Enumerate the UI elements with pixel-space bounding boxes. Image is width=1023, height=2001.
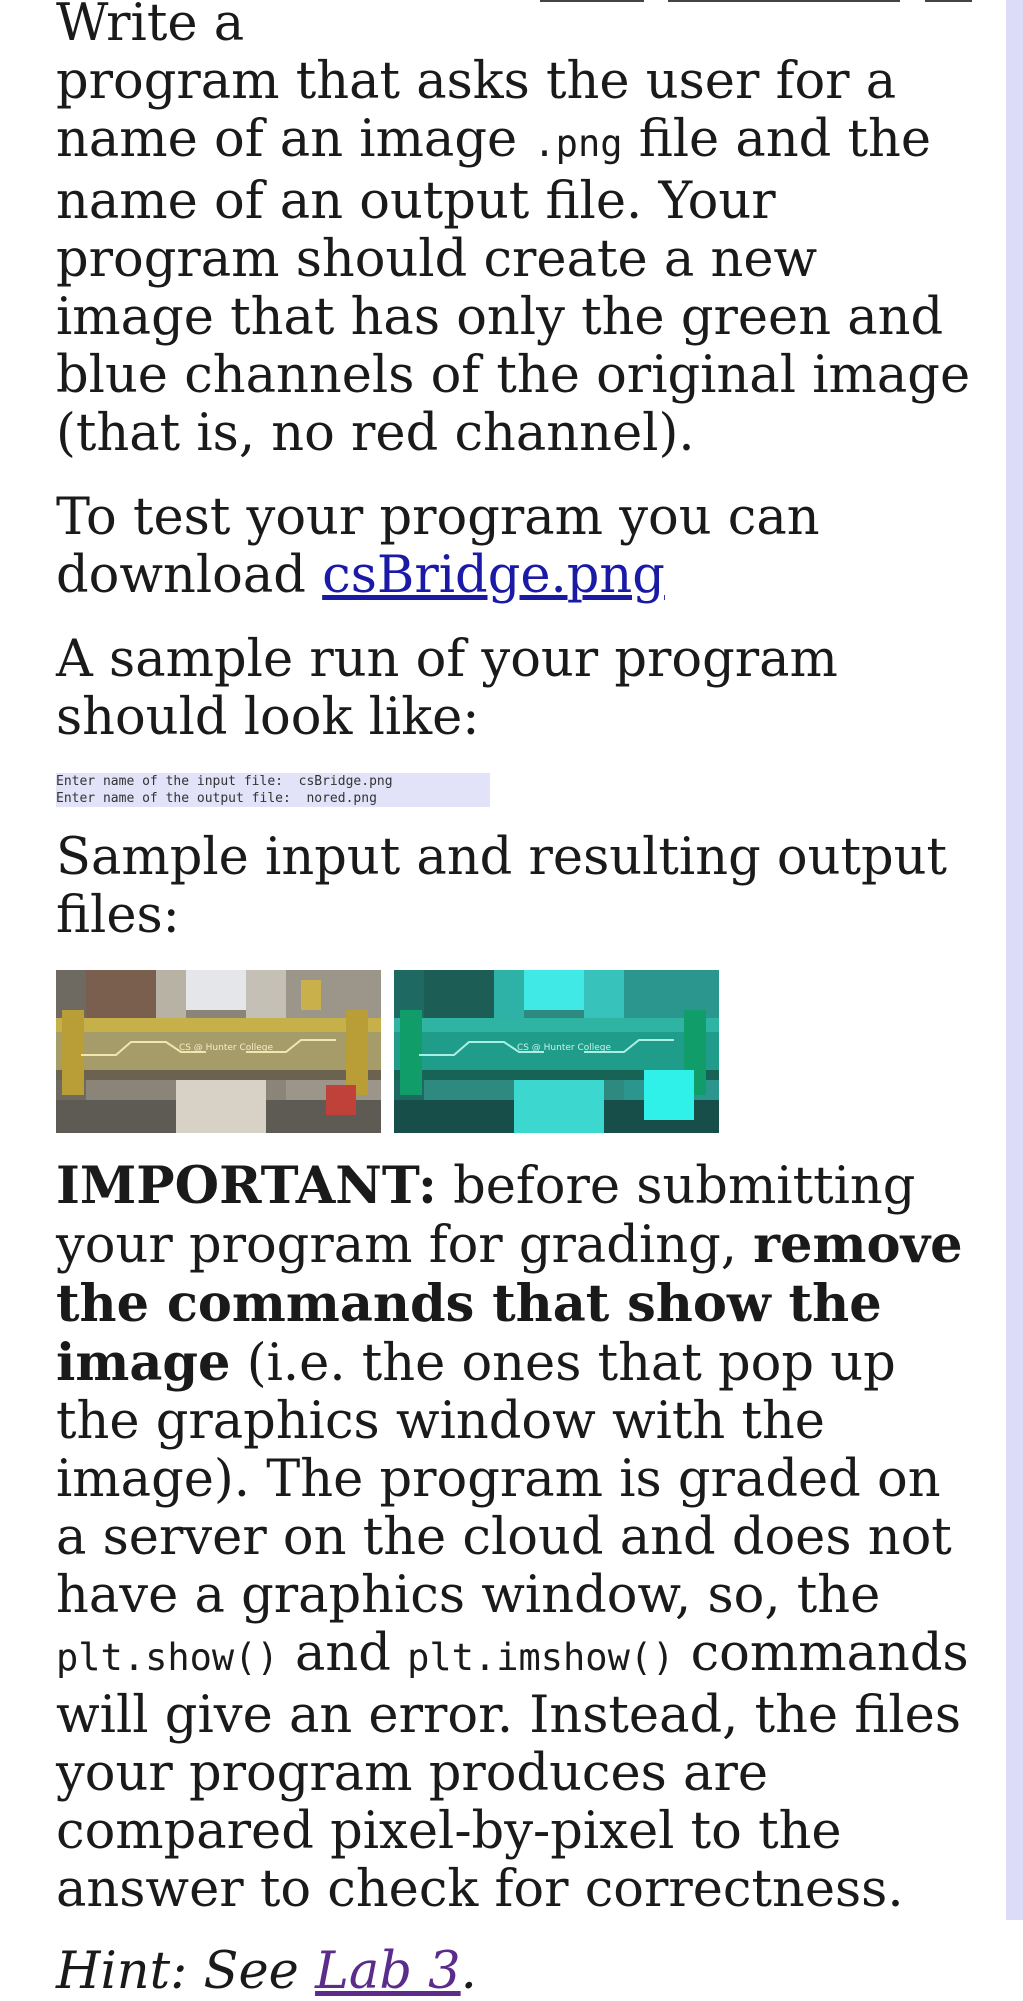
test-text: To test your program you can download bbox=[56, 488, 820, 605]
hint-paragraph bbox=[56, 1943, 976, 2001]
console-line-1: Enter name of the input file: csBridge.png bbox=[56, 774, 393, 789]
png-extension-code: .png bbox=[533, 122, 623, 165]
intro-paragraph bbox=[56, 0, 976, 463]
hint-period: . bbox=[460, 1942, 477, 2001]
output-image bbox=[394, 970, 719, 1133]
sample-console-output bbox=[56, 773, 490, 807]
sample-images-row bbox=[56, 970, 976, 1133]
important-paragraph bbox=[56, 1157, 976, 1919]
intro-line1: Write a bbox=[56, 0, 245, 53]
plt-show-code: plt.show() bbox=[56, 1636, 279, 1679]
output-image-sign: CS @ Hunter College bbox=[516, 1043, 612, 1053]
sample-run-heading: A sample run of your program should look like: bbox=[56, 630, 838, 747]
important-text-4: commands will give an error. Instead, the files your program produces are compared pixel-by-pixel to the answer to check for correctness. bbox=[56, 1624, 969, 1919]
test-paragraph bbox=[56, 489, 976, 605]
important-text-2: (i.e. the ones that pop up the graphics window with the image). The program is graded on a server on the cloud and does not have a graphics window, so, the bbox=[56, 1334, 952, 1625]
intro-text-b: file and the name of an output file. Your program should create a new image that has only the green and blue channels of the original image (that is, no red channel). bbox=[56, 110, 971, 463]
csbridge-download-link[interactable]: csBridge.png bbox=[322, 546, 665, 605]
plt-imshow-code: plt.imshow() bbox=[407, 1636, 675, 1679]
input-image bbox=[56, 970, 381, 1133]
article-content bbox=[56, 0, 976, 2001]
important-label: IMPORTANT: bbox=[56, 1156, 437, 1216]
scrollbar[interactable] bbox=[1006, 0, 1023, 1920]
hint-text: Hint: See bbox=[56, 1942, 316, 2001]
important-bold-text: remove the commands that show the image bbox=[56, 1215, 963, 1393]
important-text-3: and bbox=[278, 1624, 408, 1683]
intro-text-a: program that asks the user for a name of an image bbox=[56, 52, 897, 169]
sample-files-heading: Sample input and resulting output files: bbox=[56, 828, 947, 945]
input-image-sign: CS @ Hunter College bbox=[178, 1043, 274, 1053]
important-text-1: before submitting your program for grading, bbox=[56, 1157, 916, 1275]
console-line-2: Enter name of the output file: nored.png bbox=[56, 791, 377, 806]
lab3-link[interactable]: Lab 3 bbox=[315, 1942, 461, 2001]
